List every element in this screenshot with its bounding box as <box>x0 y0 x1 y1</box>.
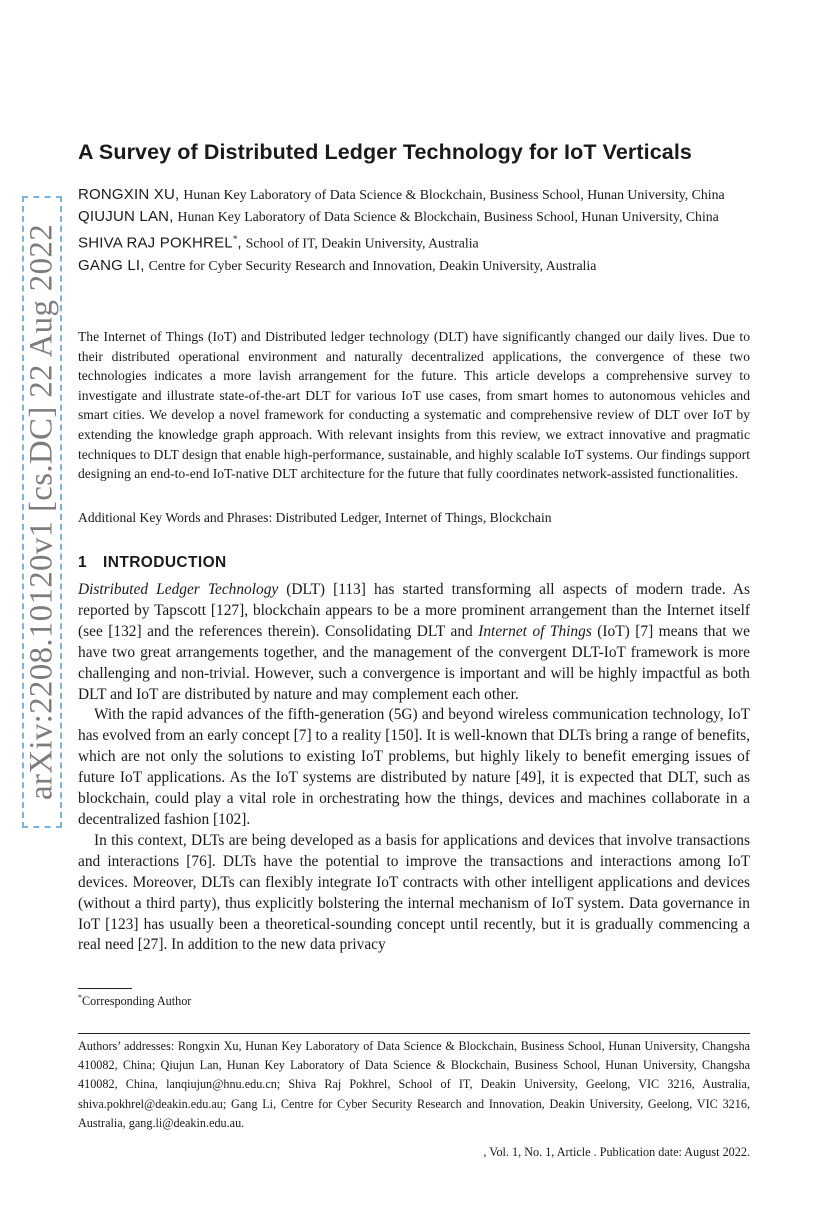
arxiv-stamp <box>22 196 62 828</box>
author-entry: GANG LI, Centre for Cyber Security Research and Innovation, Deakin University, Australia <box>78 256 597 274</box>
author-affiliation: Hunan Key Laboratory of Data Science & Blockchain, Business School, Hunan University, China <box>183 187 725 202</box>
footnote <box>78 993 191 1009</box>
term-emphasis: Internet of Things <box>478 622 592 640</box>
paper-title: A Survey of Distributed Ledger Technology for IoT Verticals <box>78 140 692 164</box>
author-addresses: Authors’ addresses: Rongxin Xu, Hunan Key Laboratory of Data Science & Blockchain, Business School, Hunan University, Changsha 410082, China; Qiujun Lan, Hunan Key Laboratory of Data Science & Blockchain, Business School, Hunan University, Changsha 410082, China, lanqiujun@hnu.edu.cn; Shiva Raj Pokhrel, School of IT, Deakin University, Geelong, VIC 3216, Australia, shiva.pokhrel@deakin.edu.au; Gang Li, Centre for Cyber Security Research and Innovation, Deakin University, Geelong, VIC 3216, Australia, gang.li@deakin.edu.au. <box>78 1039 750 1130</box>
author-list <box>78 184 750 277</box>
paragraph: Distributed Ledger Technology (DLT) [113] has started transforming all aspects of modern trade. As reported by Tapscott [127], blockchain appears to be a more prominent arrangement than the Internet itself (see [132] and the references therein). Consolidating DLT and Internet of Things (IoT) [7] means that we have two great arrangements together, and the management of the convergent DLT-IoT framework is more challenging and non-trivial. However, such a convergence is important and will be highly impactful as both DLT and IoT are distributed by nature and may complement each other. <box>78 581 750 703</box>
footnote-text: Corresponding Author <box>82 994 192 1009</box>
addresses-divider <box>78 1033 750 1034</box>
author-affiliation: Hunan Key Laboratory of Data Science & Blockchain, Business School, Hunan University, China <box>177 209 719 224</box>
author-name: RONGXIN XU <box>78 186 176 203</box>
paragraph: In this context, DLTs are being developed as a basis for applications and devices that involve transactions and interactions [76]. DLTs have the potential to improve the transactions and interactions among IoT devices. Moreover, DLTs can flexibly integrate IoT contracts with other intelligent applications and devices (without a third party), thus explicitly bolstering the internal mechanism of IoT system. Data governance in IoT [123] has usually been a theoretical-sounding concept until recently, but it is gradually commencing a real need [27]. In addition to the new data privacy <box>78 831 750 954</box>
footnote-divider <box>78 988 132 989</box>
keywords: Additional Key Words and Phrases: Distributed Ledger, Internet of Things, Blockchain <box>78 510 552 525</box>
author-entry: SHIVA RAJ POKHREL*, School of IT, Deakin University, Australia <box>78 234 479 252</box>
author-entry: QIUJUN LAN, Hunan Key Laboratory of Data Science & Blockchain, Business School, Hunan University, China <box>78 208 719 225</box>
section-heading <box>78 554 227 572</box>
abstract: The Internet of Things (IoT) and Distributed ledger technology (DLT) have significantly changed our daily lives. Due to their distributed operational environment and naturally decentralized applications, the convergence of these two technologies indicates a more lavish arrangement for the future. This article develops a comprehensive survey to investigate and illustrate state-of-the-art DLT for various IoT use cases, from smart homes to autonomous vehicles and smart cities. We develop a novel framework for conducting a systematic and comprehensive review of DLT over IoT by extending the knowledge graph approach. With relevant insights from this review, we extract innovative and pragmatic techniques to DLT design that enable high-performance, sustainable, and highly scalable IoT systems. Our findings support designing an end-to-end IoT-native DLT architecture for the future that fully coordinates network-assisted functionalities. <box>78 329 750 482</box>
author-affiliation: Centre for Cyber Security Research and Innovation, Deakin University, Australia <box>148 257 597 273</box>
author-name: GANG LI <box>78 256 141 274</box>
paragraph: With the rapid advances of the fifth-generation (5G) and beyond wireless communication technology, IoT has evolved from an early concept [7] to a reality [150]. It is well-known that DLTs bring a range of benefits, which are not only the solutions to existing IoT problems, but highly likely to benefit emerging issues of future IoT applications. As the IoT systems are distributed by nature [49], it is expected that DLT, such as blockchain, could play a vital role in orchestrating how the things, devices and machines collaborate in a decentralized fashion [102]. <box>78 706 750 828</box>
corresponding-mark: * <box>232 234 238 244</box>
section-number: 1 <box>78 554 88 571</box>
author-affiliation: School of IT, Deakin University, Australia <box>245 235 479 251</box>
section-title: INTRODUCTION <box>103 554 227 571</box>
footnote-mark: * <box>78 993 82 1002</box>
author-name: SHIVA RAJ POKHREL <box>78 234 233 252</box>
author-entry: RONGXIN XU, Hunan Key Laboratory of Data Science & Blockchain, Business School, Hunan University, China <box>78 186 725 203</box>
term-emphasis: Distributed Ledger Technology <box>78 581 279 598</box>
arxiv-id: arXiv:2208.10120v1 [cs.DC] 22 Aug 2022 <box>23 223 60 801</box>
body-text <box>78 580 750 956</box>
journal-footer: , Vol. 1, No. 1, Article . Publication date: August 2022. <box>483 1145 750 1159</box>
author-name: QIUJUN LAN <box>78 208 170 225</box>
